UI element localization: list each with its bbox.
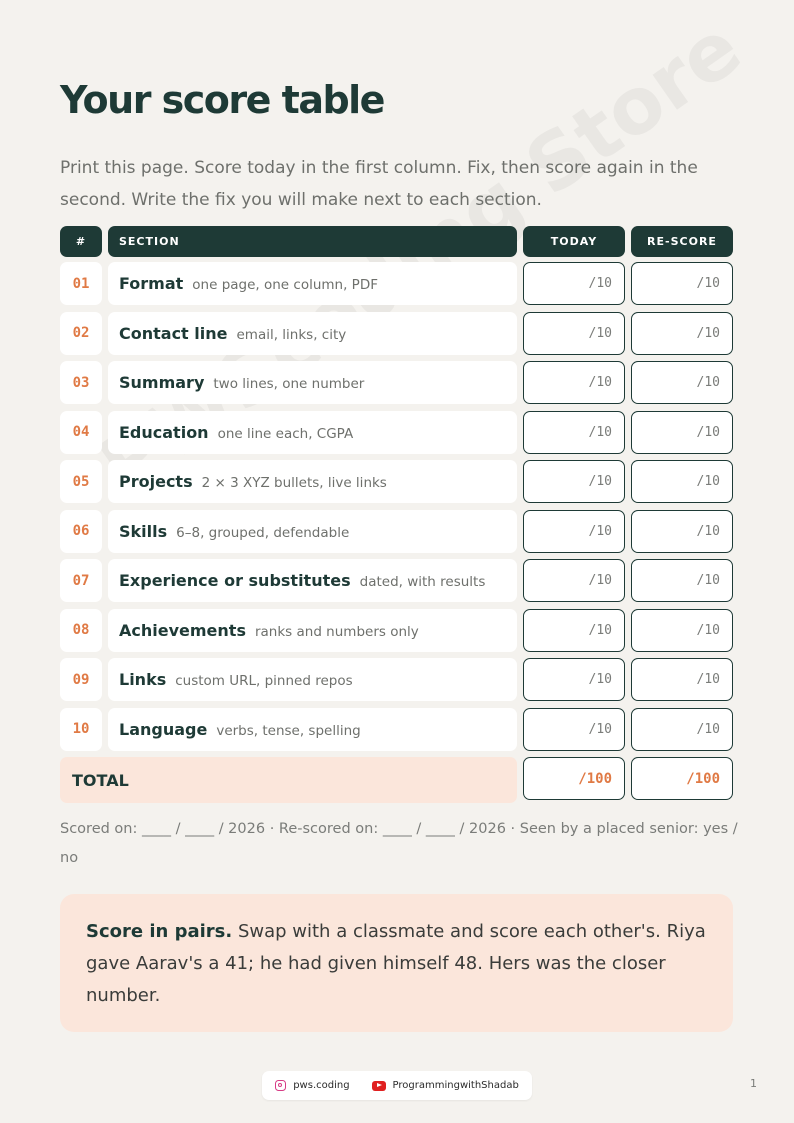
row-number: 02 <box>60 312 102 355</box>
row-number: 10 <box>60 708 102 751</box>
table-row <box>60 510 733 553</box>
row-number: 09 <box>60 658 102 701</box>
youtube-channel[interactable]: ProgrammingwithShadab <box>392 1080 519 1091</box>
section-description: 6–8, grouped, defendable <box>176 524 350 541</box>
social-footer <box>262 1071 532 1100</box>
table-row <box>60 609 733 652</box>
instagram-icon <box>275 1080 286 1091</box>
section-cell <box>108 312 517 355</box>
header-today: TODAY <box>523 226 625 257</box>
table-header <box>60 226 733 257</box>
section-description: one page, one column, PDF <box>192 277 378 293</box>
header-number: # <box>60 226 102 257</box>
rescore-box[interactable]: /10 <box>631 708 733 751</box>
section-name: Experience or substitutes <box>119 571 351 590</box>
section-name: Achievements <box>119 620 246 640</box>
header-section: SECTION <box>108 226 517 257</box>
intro-text: Print this page. Score today in the first column. Fix, then score again in the second. Write the fix you will make next to each section. <box>60 158 698 210</box>
section-description: email, links, city <box>236 326 347 343</box>
section-cell <box>108 361 517 404</box>
table-row <box>60 411 733 454</box>
callout-text: Swap with a classmate and score each other's. Riya gave Aarav's a 41; he had given himself 48. Hers was the closer number. <box>86 921 706 1006</box>
section-cell <box>108 609 517 652</box>
table-row <box>60 460 733 503</box>
rescore-box[interactable]: /10 <box>631 510 733 553</box>
today-score-box[interactable]: /10 <box>523 658 625 701</box>
rescore-box[interactable]: /10 <box>631 460 733 503</box>
section-cell <box>108 510 517 553</box>
callout-box <box>60 894 733 1032</box>
section-cell <box>108 559 517 602</box>
scored-on-line: Scored on: ____ / ____ / 2026 · Re-scored on: ____ / ____ / 2026 · Seen by a placed senior: yes / no <box>60 821 738 866</box>
section-cell <box>108 658 517 701</box>
table-body <box>60 262 733 751</box>
section-description: one line each, CGPA <box>217 425 354 442</box>
today-score-box[interactable]: /10 <box>523 262 625 305</box>
rescore-box[interactable]: /10 <box>631 411 733 454</box>
today-score-box[interactable]: /10 <box>523 361 625 404</box>
total-today-box[interactable]: /100 <box>523 757 625 800</box>
section-name: Language <box>119 719 208 739</box>
total-row <box>60 757 733 803</box>
section-cell <box>108 708 517 751</box>
today-score-box[interactable]: /10 <box>523 411 625 454</box>
row-number: 06 <box>60 510 102 553</box>
table-row <box>60 708 733 751</box>
total-rescore-box[interactable]: /100 <box>631 757 733 800</box>
page-title: Your score table <box>60 78 384 122</box>
section-description: two lines, one number <box>213 376 365 392</box>
rescore-box[interactable]: /10 <box>631 262 733 305</box>
section-cell <box>108 262 517 305</box>
section-name: Links <box>119 670 167 689</box>
section-description: 2 × 3 XYZ bullets, live links <box>201 475 387 491</box>
row-number: 04 <box>60 411 102 454</box>
table-row <box>60 658 733 701</box>
section-name: Education <box>119 422 209 442</box>
section-name: Projects <box>119 472 193 491</box>
section-name: Contact line <box>119 323 228 343</box>
today-score-box[interactable]: /10 <box>523 312 625 355</box>
section-description: custom URL, pinned repos <box>175 673 353 689</box>
today-score-box[interactable]: /10 <box>523 708 625 751</box>
row-number: 05 <box>60 460 102 503</box>
table-row <box>60 361 733 404</box>
section-description: ranks and numbers only <box>254 623 419 640</box>
rescore-box[interactable]: /10 <box>631 658 733 701</box>
rescore-box[interactable]: /10 <box>631 559 733 602</box>
today-score-box[interactable]: /10 <box>523 559 625 602</box>
section-name: Format <box>119 274 184 293</box>
row-number: 07 <box>60 559 102 602</box>
score-table <box>60 226 733 810</box>
section-description: dated, with results <box>359 574 486 590</box>
section-description: verbs, tense, spelling <box>216 722 361 739</box>
table-row <box>60 559 733 602</box>
rescore-box[interactable]: /10 <box>631 312 733 355</box>
section-cell <box>108 460 517 503</box>
total-label: TOTAL <box>60 757 517 803</box>
table-row <box>60 312 733 355</box>
today-score-box[interactable]: /10 <box>523 510 625 553</box>
rescore-box[interactable]: /10 <box>631 609 733 652</box>
instagram-handle[interactable]: pws.coding <box>293 1080 350 1091</box>
header-rescore: RE-SCORE <box>631 226 733 257</box>
page-number: 1 <box>750 1077 757 1090</box>
row-number: 03 <box>60 361 102 404</box>
section-cell <box>108 411 517 454</box>
table-row <box>60 262 733 305</box>
row-number: 01 <box>60 262 102 305</box>
section-name: Skills <box>119 521 168 541</box>
today-score-box[interactable]: /10 <box>523 460 625 503</box>
row-number: 08 <box>60 609 102 652</box>
callout-lead: Score in pairs. <box>86 921 233 942</box>
youtube-icon <box>372 1081 386 1091</box>
section-name: Summary <box>119 373 205 392</box>
rescore-box[interactable]: /10 <box>631 361 733 404</box>
today-score-box[interactable]: /10 <box>523 609 625 652</box>
